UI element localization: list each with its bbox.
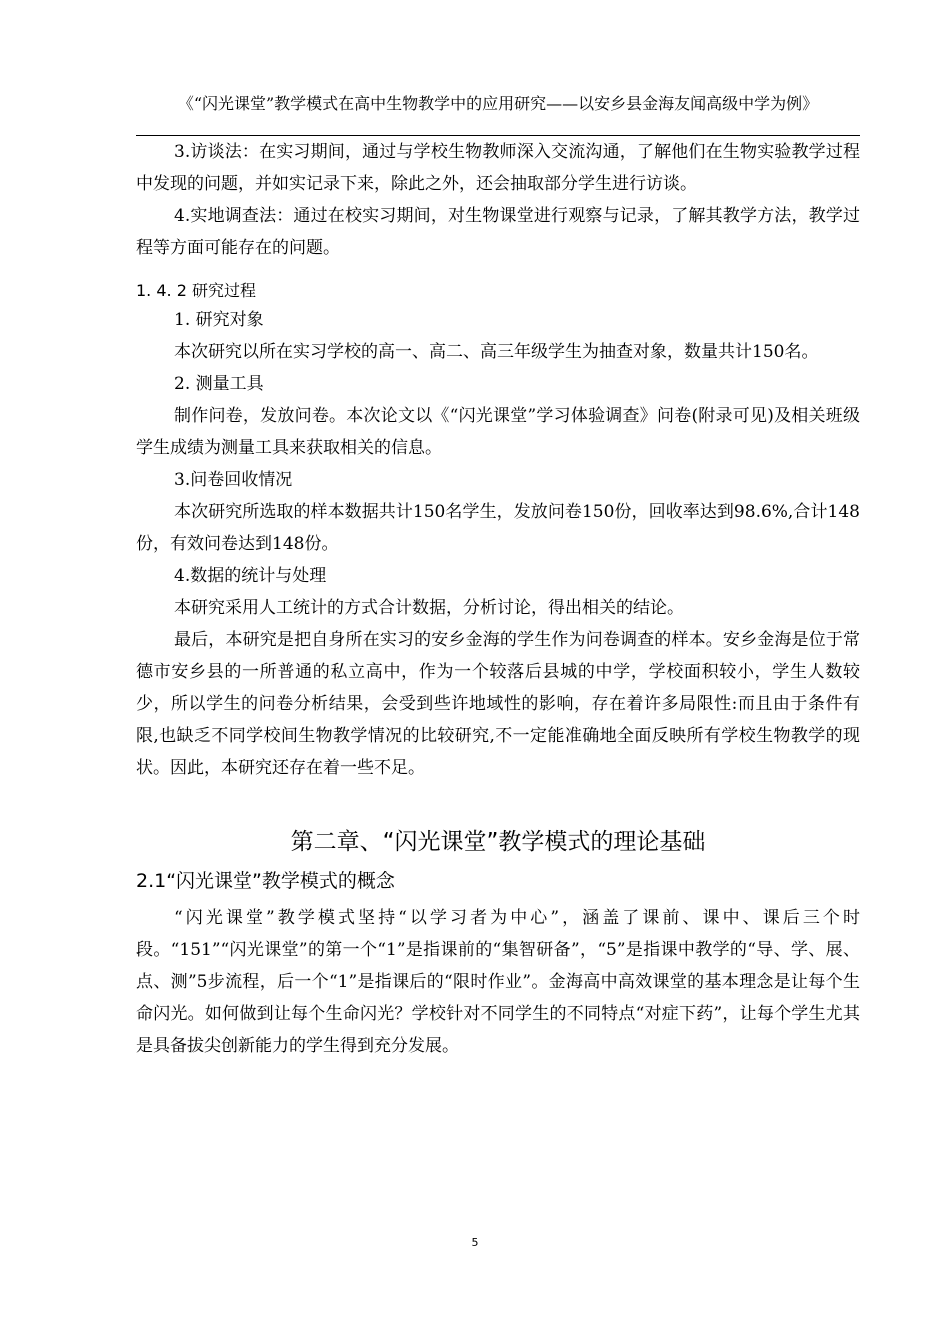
item-statistics-text: 本研究采用人工统计的方式合计数据，分析讨论，得出相关的结论。	[174, 598, 684, 618]
item-questionnaire-recovery-title: 3.问卷回收情况	[174, 470, 293, 490]
section-heading-1-4-2: 1. 4. 2 研究过程	[136, 281, 256, 300]
item-research-subject-text: 本次研究以所在实习学校的高一、高二、高三年级学生为抽查对象，数量共计150名。	[174, 342, 819, 362]
chapter-title: 第二章、“闪光课堂”教学模式的理论基础	[290, 829, 706, 855]
item-measurement-tool-title: 2. 测量工具	[174, 374, 264, 394]
running-header: 《“闪光课堂”教学模式在高中生物教学中的应用研究——以安乡县金海友闻高级中学为例》	[177, 94, 819, 113]
paragraph-interview-method: 3.访谈法：在实习期间，通过与学校生物教师深入交流沟通，了解他们在生物实验教学过程中发现的问题，并如实记录下来，除此之外，还会抽取部分学生进行访谈。	[136, 142, 860, 194]
item-questionnaire-recovery-text: 本次研究所选取的样本数据共计150名学生，发放问卷150份，回收率达到98.6%,合计148份，有效问卷达到148份。	[136, 502, 860, 554]
item-research-subject-title: 1. 研究对象	[174, 310, 264, 330]
page-number: 5	[471, 1236, 479, 1249]
paragraph-concept: “闪光课堂”教学模式坚持“以学习者为中心”，涵盖了课前、课中、课后三个时段。“151”“闪光课堂”的第一个“1”是指课前的“集智研备”，“5”是指课中教学的“导、学、展、点、测”5步流程，后一个“1”是指课后的“限时作业”。金海高中高效课堂的基本理念是让每个生命闪光。如何做到让每个生命闪光？学校针对不同学生的不同特点“对症下药”，让每个学生尤其是具备拔尖创新能力的学生得到充分发展。	[136, 908, 860, 1056]
paragraph-field-survey-method: 4.实地调查法：通过在校实习期间，对生物课堂进行观察与记录，了解其教学方法，教学过程等方面可能存在的问题。	[136, 206, 860, 258]
page-content	[136, 136, 860, 1062]
item-statistics-title: 4.数据的统计与处理	[174, 566, 327, 586]
section-heading-2-1: 2.1“闪光课堂”教学模式的概念	[136, 870, 395, 892]
item-measurement-tool-text: 制作问卷，发放问卷。本次论文以《“闪光课堂”学习体验调查》问卷(附录可见)及相关班级学生成绩为测量工具来获取相关的信息。	[136, 406, 860, 458]
paragraph-limitations: 最后，本研究是把自身所在实习的安乡金海的学生作为问卷调查的样本。安乡金海是位于常德市安乡县的一所普通的私立高中，作为一个较落后县城的中学，学校面积较小，学生人数较少，所以学生的问卷分析结果，会受到些许地域性的影响，存在着许多局限性:而且由于条件有限,也缺乏不同学校间生物教学情况的比较研究,不一定能准确地全面反映所有学校生物教学的现状。因此，本研究还存在着一些不足。	[136, 630, 860, 778]
